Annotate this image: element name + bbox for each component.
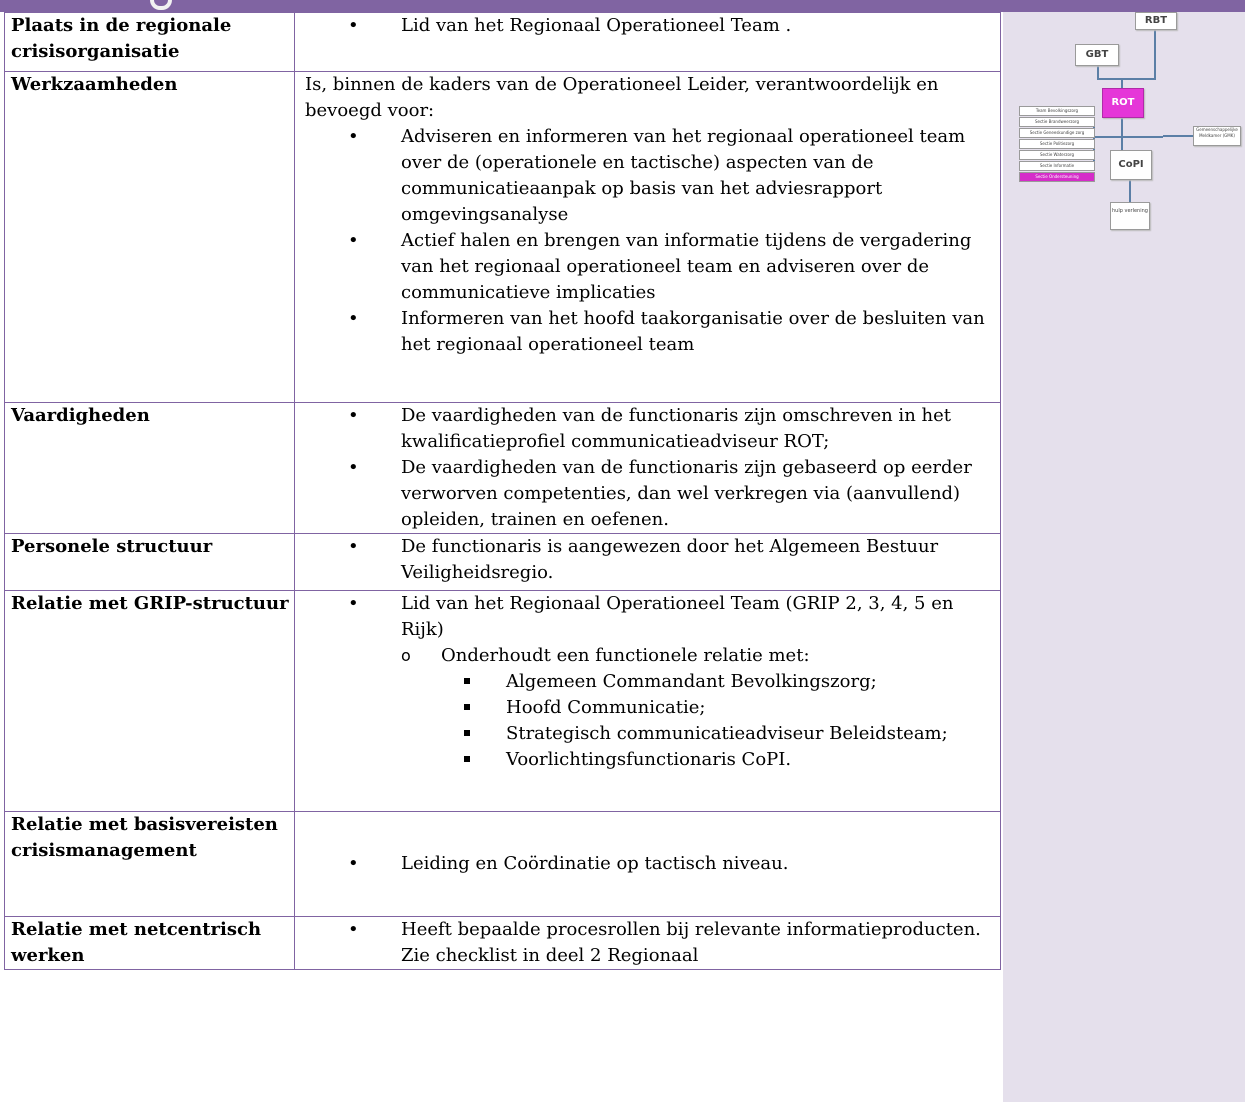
section-box: Sectie Geneeskundige zorg: [1019, 128, 1095, 138]
section-box: Sectie Waterzorg: [1019, 150, 1095, 160]
row-label: Relatie met basisvereisten crisismanagement: [5, 812, 295, 917]
section-box-highlighted: Sectie Ondersteuning: [1019, 172, 1095, 182]
row-content: [295, 403, 1001, 534]
list-item: • De functionaris is aangewezen door het Algemeen Bestuur Veiligheidsregio.: [295, 534, 1000, 586]
rot-box: ROT: [1102, 88, 1144, 118]
relation-item: Hoofd Communicatie;: [295, 695, 1000, 721]
heading-glyph-fragment: [150, 0, 172, 10]
row-label: Relatie met netcentrisch werken: [5, 917, 295, 970]
section-list: [1019, 106, 1095, 183]
list-item: • Adviseren en informeren van het regionaal operationeel team over de (operationele en tactische) aspecten van de communicatieaanpak op basis van het adviesrapport omgevingsanalyse: [295, 124, 1000, 228]
list-item: • Actief halen en brengen van informatie tijdens de vergadering van het regionaal operationeel team en adviseren over de communicatieve implicaties: [295, 228, 1000, 306]
connector-line: [1097, 64, 1099, 79]
list-item: [295, 591, 1000, 643]
row-label: Personele structuur: [5, 534, 295, 591]
table-row: [5, 13, 1001, 72]
list-item: • Leiding en Coördinatie op tactisch niveau.: [295, 851, 1000, 877]
table-row: [5, 917, 1001, 970]
section-box: Sectie Informatie: [1019, 161, 1095, 171]
connector-line: [1095, 136, 1163, 138]
sub-list-item: o Onderhoudt een functionele relatie met:: [295, 643, 1000, 669]
list-item-text: Lid van het Regionaal Operationeel Team (GRIP 2, 3, 4, 5 en Rijk): [401, 593, 954, 640]
table-row: [5, 534, 1001, 591]
row-content: [295, 534, 1001, 591]
section-box: Team Bevolkingszorg: [1019, 106, 1095, 116]
gbt-box: GBT: [1075, 44, 1119, 66]
relation-item: Voorlichtingsfunctionaris CoPI.: [295, 747, 1000, 773]
list-item: • Informeren van het hoofd taakorganisatie over de besluiten van het regionaal operationeel team: [295, 306, 1000, 358]
row-label: Vaardigheden: [5, 403, 295, 534]
gms-box: Gemeenschappelijke Meldkamer (GMK): [1193, 126, 1241, 146]
section-box: Sectie Brandweerzorg: [1019, 117, 1095, 127]
list-item: • Lid van het Regionaal Operationeel Team .: [295, 13, 1000, 39]
row-label: Werkzaamheden: [5, 72, 295, 403]
row-label: Plaats in de regionale crisisorganisatie: [5, 13, 295, 72]
row-content: [295, 13, 1001, 72]
list-item: • Heeft bepaalde procesrollen bij relevante informatieproducten. Zie checklist in deel 2 Regionaal: [295, 917, 1000, 969]
list-item: • De vaardigheden van de functionaris zijn omschreven in het kwalificatieprofiel communicatieadviseur ROT;: [295, 403, 1000, 455]
table-row: [5, 403, 1001, 534]
hulpverlening-box: hulp verlening: [1110, 202, 1150, 230]
rbt-box: RBT: [1135, 12, 1177, 30]
connector-line: [1097, 78, 1156, 80]
table-row: [5, 591, 1001, 812]
table-row: [5, 812, 1001, 917]
intro-text: Is, binnen de kaders van de Operationeel Leider, verantwoordelijk en bevoegd voor:: [305, 74, 939, 121]
row-content: [295, 917, 1001, 970]
relation-item: Strategisch communicatieadviseur Beleidsteam;: [295, 721, 1000, 747]
row-content: [295, 72, 1001, 403]
role-profile-table: [4, 12, 1001, 970]
section-box: Sectie Politiezorg: [1019, 139, 1095, 149]
header-bar: [0, 0, 1245, 12]
row-content: [295, 812, 1001, 917]
copi-box: CoPI: [1110, 150, 1152, 180]
row-content: [295, 591, 1001, 812]
connector-line: [1154, 28, 1156, 80]
relation-item: Algemeen Commandant Bevolkingszorg;: [295, 669, 1000, 695]
org-chart: [1005, 12, 1245, 242]
table-row: [5, 72, 1001, 403]
row-label: Relatie met GRIP-structuur: [5, 591, 295, 812]
list-item: • De vaardigheden van de functionaris zijn gebaseerd op eerder verworven competenties, dan wel verkregen via (aanvullend) opleiden, trainen en oefenen.: [295, 455, 1000, 533]
connector-line: [1163, 135, 1193, 137]
